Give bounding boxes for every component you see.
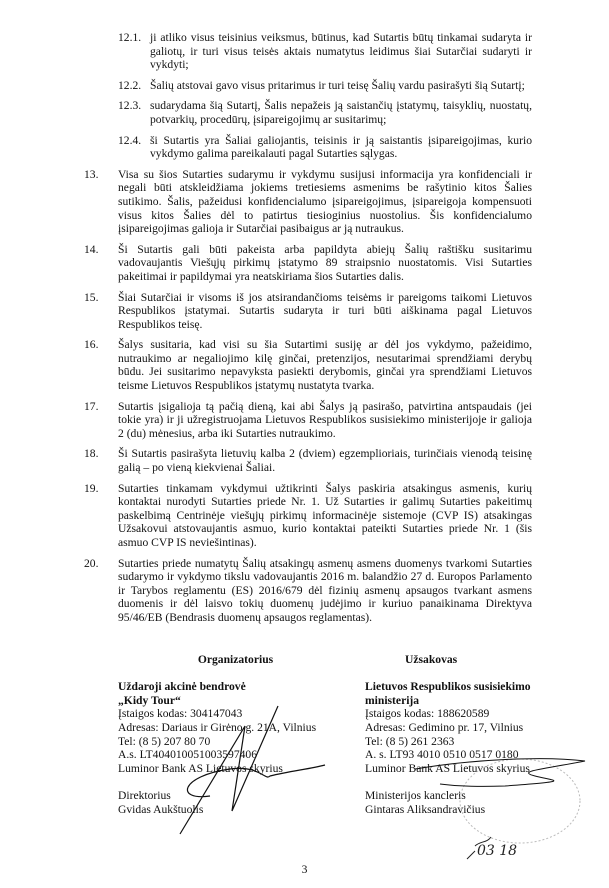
clause xyxy=(118,99,532,126)
clause-number: 17. xyxy=(84,399,99,413)
clause xyxy=(84,338,532,392)
organizer-name-2: „Kidy Tour“ xyxy=(118,693,181,707)
clause-text: Sutarties priede numatytų Šalių atsakingų asmenų asmens duomenys tvarkomi Sutarties sudarymo ir vykdymo tikslu vadovaujantis 2016 m. balandžio 27 d. Europos Parlamento ir Tarybos reglamentu (ES) 2016/679 dėl fizinių asmenų apsaugos tvarkant asmens duomenis ir dėl laisvo tokių duomenų judėjimo ir kuriuo panaikinama Direktyva 95/46/EB (Bendrasis duomenų apsaugos reglamentas). xyxy=(118,556,532,624)
clause-number: 12.2. xyxy=(118,78,142,92)
clause-text: Ši Sutartis gali būti pakeista arba papildyta abiejų Šalių raštišku susitarimu vadovaujantis Viešųjų pirkimų įstatymo 89 straipsnio nuostatomis. Visi Sutarties pakeitimai ir papildymai yra neatskiriama šios Sutarties dalis. xyxy=(118,242,532,283)
organizer-block xyxy=(118,653,353,859)
organizer-bank: Luminor Bank AS Lietuvos skyrius xyxy=(118,761,283,775)
clause xyxy=(84,243,532,284)
client-bank: Luminor Bank AS Lietuvos skyrius xyxy=(365,761,530,775)
clause-text: Šalys susitaria, kad visi su šia Sutartimi susiję ar dėl jos vykdymo, pažeidimo, nutraukimo ar negaliojimo kilę ginčai, pretenzijos, nesutarimai sprendžiami derybų būdu. Jei susitarimo nepavyksta pasiekti derybomis, ginčai yra sprendžiami Lietuvos teisme Lietuvos Respublikos įstatymų nustatyta tvarka. xyxy=(118,338,532,393)
clause-text: Sutarties tinkamam vykdymui užtikrinti Šalys paskiria atsakingus asmenis, kurių kontaktai nurodyti Sutarties priede Nr. 1. Už Sutarties ir galimų Sutarties pakeitimų paskelbimą Centrinėje viešųjų pirkimų informacinėje sistemoje (CVP IS) atsakingas Užsakovui atstovaujantis asmuo, kurio kontaktai pateikti Sutarties priede Nr. 1 (šis asmuo CVP IS neviešintinas). xyxy=(118,481,532,549)
clause-text: Visa su šios Sutarties sudarymu ir vykdymu susijusi informacija yra konfidenciali ir negali būti atskleidžiama jokiems tretiesiems asmenims be rašytinio kitos Šalies sutikimo. Šalis, pažeidusi konfidencialumo įsipareigojimus, įsipareigoja kompensuoti visus kitos Šalies dėl to patirtus tiesioginius nuostolius. Šis konfidencialumo įsipareigojimas galioja ir Sutarčiai pasibaigus ar ją nutraukus. xyxy=(118,167,532,236)
client-position: Ministerijos kancleris xyxy=(365,789,466,803)
client-name-2: ministerija xyxy=(365,693,420,707)
client-heading: Užsakovas xyxy=(405,652,458,666)
clause xyxy=(84,291,532,332)
clause-text: ši Sutartis yra Šaliai galiojantis, teisinis ir ją saistantis įsipareigojimas, kurio vykdymo galima pareikalauti pagal Sutarties sąlygas. xyxy=(150,133,532,161)
organizer-position: Direktorius xyxy=(118,789,171,803)
clause xyxy=(84,482,532,550)
clause-number: 15. xyxy=(84,290,99,304)
organizer-code: Įstaigos kodas: 304147043 xyxy=(118,707,243,721)
client-person: Gintaras Aliksandravičius xyxy=(365,802,486,816)
clause xyxy=(84,168,532,236)
clause-number: 12.1. xyxy=(118,31,142,44)
clause-text: sudarydama šią Sutartį, Šalis nepažeis ją saistančių įstatymų, taisyklių, nuostatų, potvarkių, procedūrų, įsipareigojimų ar susitarimų; xyxy=(150,99,532,126)
handwritten-note: 03 18 xyxy=(477,842,518,859)
clause-number: 19. xyxy=(84,481,99,495)
clause-number: 14. xyxy=(84,242,99,256)
clause xyxy=(84,400,532,441)
clause-number: 12.4. xyxy=(118,133,142,147)
clause xyxy=(118,134,532,161)
clause-number: 13. xyxy=(84,167,99,181)
client-name: Lietuvos Respublikos susisiekimo xyxy=(365,680,531,694)
organizer-heading: Organizatorius xyxy=(197,652,274,666)
organizer-tel: Tel: (8 5) 207 80 70 xyxy=(118,734,211,748)
organizer-account: A.s. LT404010051003597406 xyxy=(118,748,258,762)
organizer-person: Gvidas Aukštuolis xyxy=(118,802,204,816)
client-tel: Tel: (8 5) 261 2363 xyxy=(365,734,455,748)
client-block xyxy=(365,653,600,859)
page-number: 3 xyxy=(301,862,308,876)
clause xyxy=(84,557,532,625)
signature-section xyxy=(118,653,609,859)
clause-number: 18. xyxy=(84,447,99,461)
clause-text: Šiai Sutarčiai ir visoms iš jos atsirandančioms teisėms ir pareigoms taikomi Lietuvos Respublikos įstatymai. Sutartis sudaryta ir turi būti aiškinama pagal Lietuvos Respublikos teisę. xyxy=(118,290,532,331)
clause xyxy=(84,447,532,474)
clause-number: 16. xyxy=(84,338,99,352)
clause-number: 12.3. xyxy=(118,99,142,113)
client-code: Įstaigos kodas: 188620589 xyxy=(365,707,490,721)
clause-text: ji atliko visus teisinius veiksmus, būtinus, kad Sutartis būtų tinkamai sudaryta ir galiotų, ir turi visus teisės aktais numatytus leidimus šiai Sutarčiai sudaryti ir vykdyti; xyxy=(150,31,532,72)
clause-text: Ši Sutartis pasirašyta lietuvių kalba 2 (dviem) egzemplioriais, turinčiais vienodą teisinę galią – po vieną kiekvienai Šaliai. xyxy=(118,447,532,475)
clause xyxy=(118,79,532,93)
client-account: A. s. LT93 4010 0510 0517 0180 xyxy=(365,748,519,762)
organizer-name: Uždaroji akcinė bendrovė xyxy=(118,680,246,694)
client-address: Adresas: Gedimino pr. 17, Vilnius xyxy=(365,720,524,734)
contract-clauses xyxy=(84,31,532,625)
clause-number: 20. xyxy=(84,556,99,570)
clause xyxy=(118,31,532,72)
clause-text: Sutartis įsigalioja tą pačią dieną, kai abi Šalys ją pasirašo, patvirtina antspaudais (jei tokie yra) ir ji užregistruojama Lietuvos Respublikos susisiekimo ministerijoje ir galioja 2 (du) mėnesius, arba iki Sutarties nutraukimo. xyxy=(118,399,532,440)
clause-text: Šalių atstovai gavo visus pritarimus ir turi teisę Šalių vardu pasirašyti šią Sutartį; xyxy=(150,78,525,92)
organizer-address: Adresas: Dariaus ir Girėno g. 21A, Vilnius xyxy=(118,720,317,734)
